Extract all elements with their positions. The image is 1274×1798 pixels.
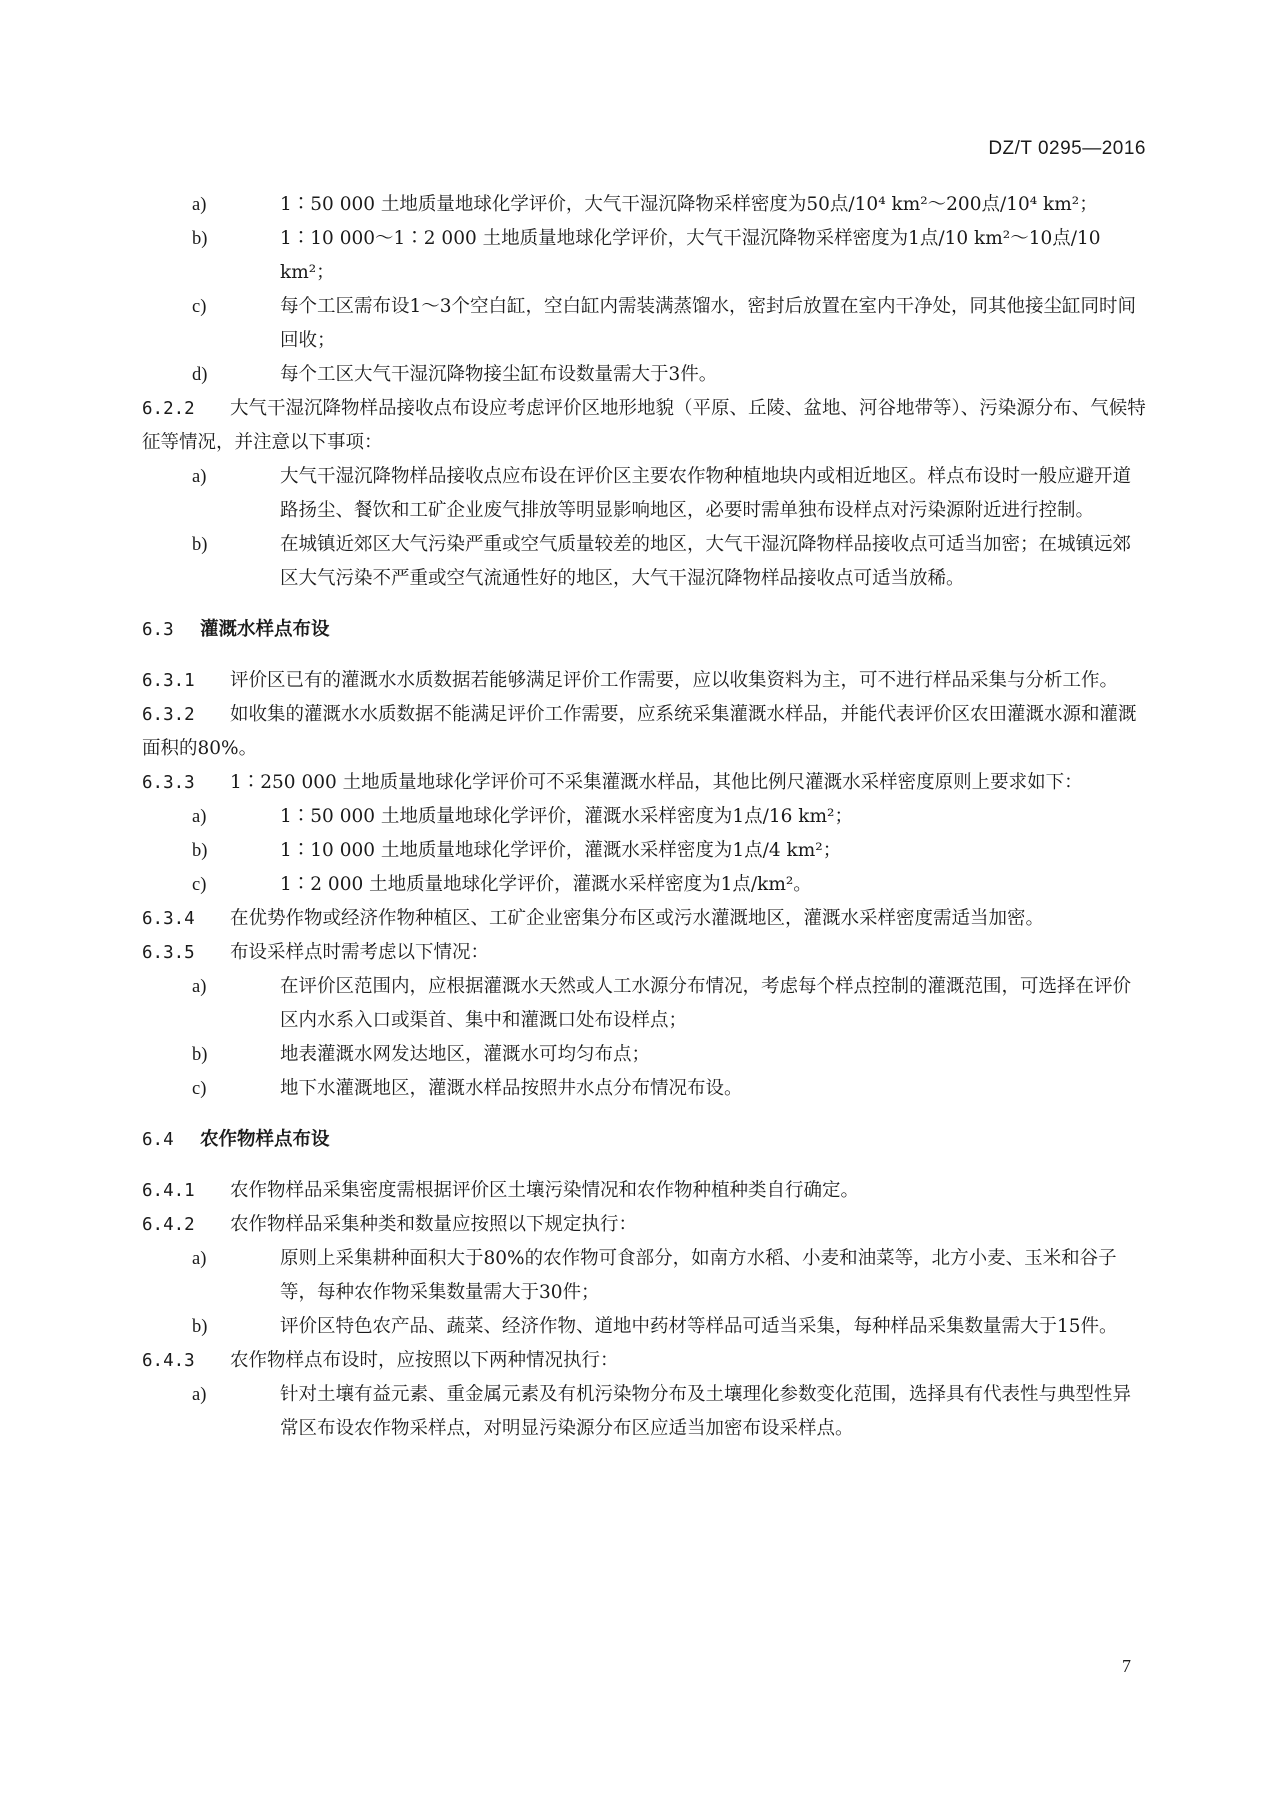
list-item <box>192 970 1148 1038</box>
list-item <box>192 460 1148 528</box>
section-heading-6-3 <box>142 613 1148 647</box>
list-text: 原则上采集耕种面积大于80%的农作物可食部分，如南方水稻、小麦和油菜等，北方小麦、玉米和谷子等，每种农作物采集数量需大于30件； <box>280 1248 1117 1303</box>
clause-number: 6.4.1 <box>142 1181 195 1201</box>
list-label: a) <box>192 467 207 487</box>
list-label: c) <box>192 875 207 895</box>
list-item <box>192 1072 1148 1106</box>
list-label: b) <box>192 1317 208 1337</box>
clause-text: 1∶250 000 土地质量地球化学评价可不采集灌溉水样品，其他比例尺灌溉水采样密度原则上要求如下： <box>230 772 1083 793</box>
clause-number: 6.3.2 <box>142 705 195 725</box>
clause-6-3-4 <box>142 902 1148 936</box>
list-text: 每个工区大气干湿沉降物接尘缸布设数量需大于3件。 <box>280 364 718 385</box>
clause-text: 评价区已有的灌溉水水质数据若能够满足评价工作需要，应以收集资料为主，可不进行样品采集与分析工作。 <box>230 670 1119 691</box>
list-label: b) <box>192 229 208 249</box>
clause-6-2-2 <box>142 392 1148 460</box>
document-code-header: DZ/T 0295—2016 <box>988 138 1146 159</box>
list-text: 在城镇近郊区大气污染严重或空气质量较差的地区，大气干湿沉降物样品接收点可适当加密；在城镇远郊区大气污染不严重或空气流通性好的地区，大气干湿沉降物样品接收点可适当放稀。 <box>280 534 1132 589</box>
list-item <box>192 1038 1148 1072</box>
list-item <box>192 188 1148 222</box>
clause-6-3-2 <box>142 698 1148 766</box>
clause-number: 6.3.4 <box>142 909 195 929</box>
clause-6-4-1 <box>142 1174 1148 1208</box>
section-number: 6.3 <box>142 620 174 640</box>
list-item <box>192 1242 1148 1310</box>
list-item <box>192 1378 1148 1446</box>
list-text: 1∶10 000～1∶2 000 土地质量地球化学评价，大气干湿沉降物采样密度为1点/10 km²～10点/10 km²； <box>280 228 1101 283</box>
list-label: a) <box>192 1249 207 1269</box>
clause-number: 6.4.2 <box>142 1215 195 1235</box>
page-number: 7 <box>1122 1656 1131 1676</box>
clause-text: 农作物样品采集密度需根据评价区土壤污染情况和农作物种植种类自行确定。 <box>230 1180 860 1201</box>
list-item <box>192 528 1148 596</box>
list-text: 大气干湿沉降物样品接收点应布设在评价区主要农作物种植地块内或相近地区。样点布设时一般应避开道路扬尘、餐饮和工矿企业废气排放等明显影响地区，必要时需单独布设样点对污染源附近进行控制。 <box>280 466 1132 521</box>
clause-number: 6.3.5 <box>142 943 195 963</box>
list-item <box>192 358 1148 392</box>
clause-6-3-5 <box>142 936 1148 970</box>
list-text: 1∶10 000 土地质量地球化学评价，灌溉水采样密度为1点/4 km²； <box>280 840 842 861</box>
list-label: d) <box>192 365 208 385</box>
document-body <box>142 188 1148 1446</box>
list-label: b) <box>192 1045 208 1065</box>
list-label: c) <box>192 1079 207 1099</box>
list-text: 评价区特色农产品、蔬菜、经济作物、道地中药材等样品可适当采集，每种样品采集数量需大于15件。 <box>280 1316 1118 1337</box>
clause-text: 如收集的灌溉水水质数据不能满足评价工作需要，应系统采集灌溉水样品，并能代表评价区农田灌溉水源和灌溉面积的80%。 <box>142 704 1137 759</box>
list-item <box>192 800 1148 834</box>
clause-text: 农作物样点布设时，应按照以下两种情况执行： <box>230 1350 619 1371</box>
list-label: a) <box>192 807 207 827</box>
list-text: 1∶50 000 土地质量地球化学评价，大气干湿沉降物采样密度为50点/10⁴ km²～200点/10⁴ km²； <box>280 194 1098 215</box>
list-text: 在评价区范围内，应根据灌溉水天然或人工水源分布情况，考虑每个样点控制的灌溉范围，可选择在评价区内水系入口或渠首、集中和灌溉口处布设样点； <box>280 976 1132 1031</box>
list-text: 地下水灌溉地区，灌溉水样品按照井水点分布情况布设。 <box>280 1078 743 1099</box>
list-item <box>192 1310 1148 1344</box>
clause-number: 6.4.3 <box>142 1351 195 1371</box>
list-text: 针对土壤有益元素、重金属元素及有机污染物分布及土壤理化参数变化范围，选择具有代表性与典型性异常区布设农作物采样点，对明显污染源分布区应适当加密布设采样点。 <box>280 1384 1132 1439</box>
list-label: a) <box>192 977 207 997</box>
section-title: 灌溉水样点布设 <box>200 619 330 640</box>
list-label: c) <box>192 297 207 317</box>
section-heading-6-4 <box>142 1123 1148 1157</box>
list-text: 地表灌溉水网发达地区，灌溉水可均匀布点； <box>280 1044 651 1065</box>
list-text: 每个工区需布设1～3个空白缸，空白缸内需装满蒸馏水，密封后放置在室内干净处，同其他接尘缸同时间回收； <box>280 296 1137 351</box>
section-title: 农作物样点布设 <box>200 1129 330 1150</box>
list-text: 1∶2 000 土地质量地球化学评价，灌溉水采样密度为1点/km²。 <box>280 874 812 895</box>
list-text: 1∶50 000 土地质量地球化学评价，灌溉水采样密度为1点/16 km²； <box>280 806 853 827</box>
clause-6-4-3 <box>142 1344 1148 1378</box>
section-number: 6.4 <box>142 1130 174 1150</box>
clause-number: 6.2.2 <box>142 399 195 419</box>
list-item <box>192 834 1148 868</box>
list-label: b) <box>192 535 208 555</box>
list-label: a) <box>192 1385 207 1405</box>
clause-text: 大气干湿沉降物样品接收点布设应考虑评价区地形地貌（平原、丘陵、盆地、河谷地带等）、污染源分布、气候特征等情况，并注意以下事项： <box>142 398 1146 453</box>
list-item <box>192 290 1148 358</box>
clause-text: 在优势作物或经济作物种植区、工矿企业密集分布区或污水灌溉地区，灌溉水采样密度需适当加密。 <box>230 908 1045 929</box>
list-label: b) <box>192 841 208 861</box>
clause-text: 农作物样品采集种类和数量应按照以下规定执行： <box>230 1214 638 1235</box>
clause-number: 6.3.3 <box>142 773 195 793</box>
list-label: a) <box>192 195 207 215</box>
clause-number: 6.3.1 <box>142 671 195 691</box>
clause-6-3-3 <box>142 766 1148 800</box>
clause-6-4-2 <box>142 1208 1148 1242</box>
clause-6-3-1 <box>142 664 1148 698</box>
list-item <box>192 222 1148 290</box>
clause-text: 布设采样点时需考虑以下情况： <box>230 942 490 963</box>
list-item <box>192 868 1148 902</box>
